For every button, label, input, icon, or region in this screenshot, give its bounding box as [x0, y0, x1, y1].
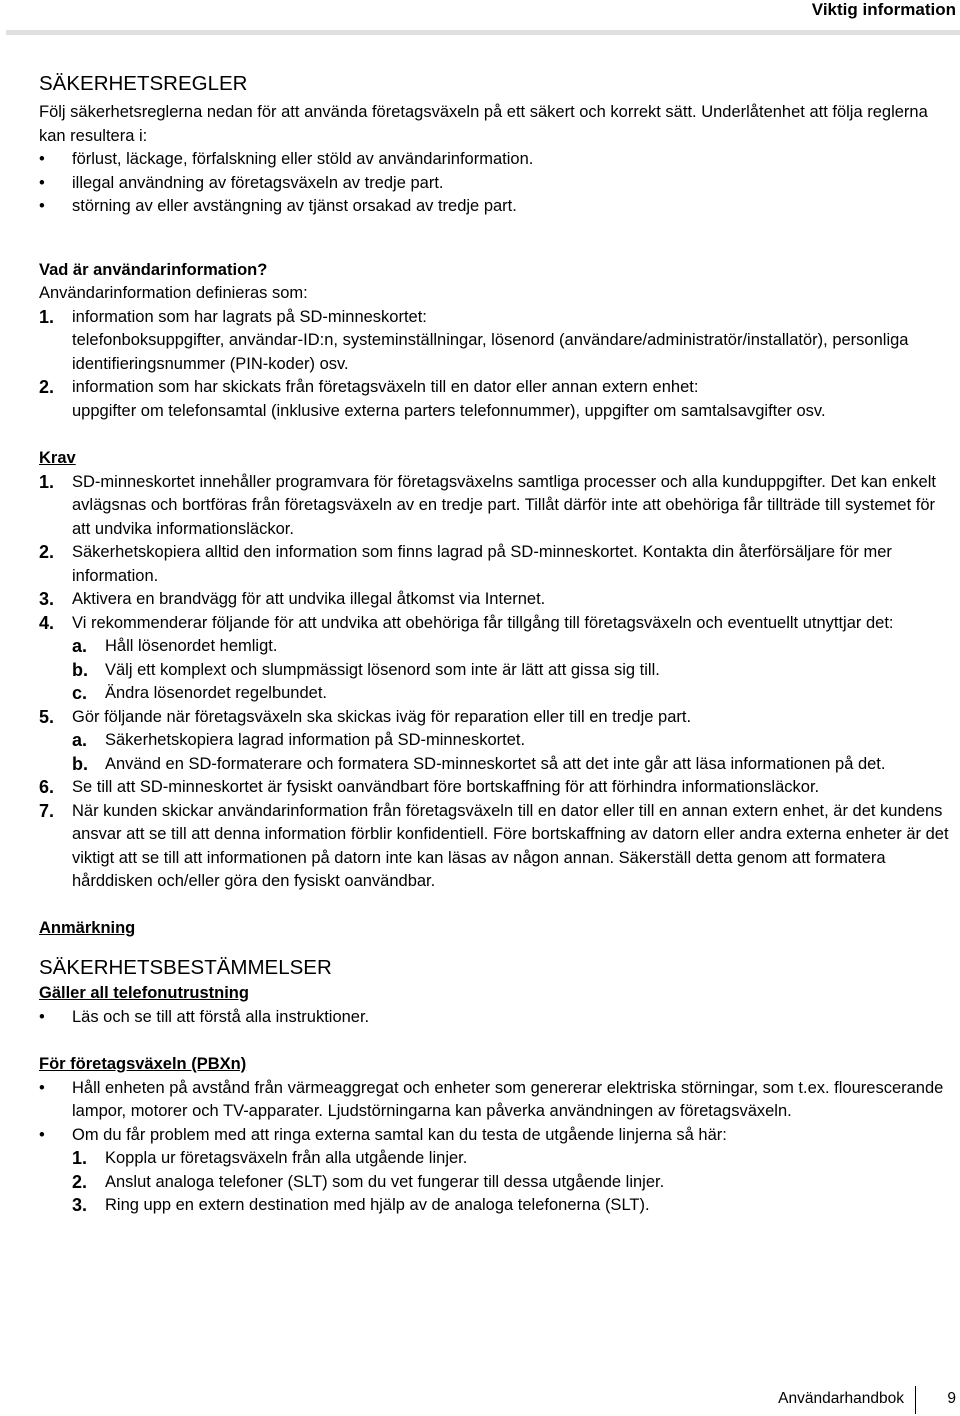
page-number: 9: [947, 1390, 956, 1407]
header-rule: [6, 30, 960, 35]
list-item: • Om du får problem med att ringa externa samtal kan du testa de utgående linjerna så här:: [39, 1124, 957, 1148]
footer-divider: [915, 1386, 916, 1414]
list-item: • förlust, läckage, förfalskning eller stöld av användarinformation.: [39, 148, 957, 172]
general-heading: Gäller all telefonutrustning: [39, 984, 249, 1002]
bullet-icon: •: [39, 197, 45, 215]
page-header: [0, 0, 960, 36]
sub-list-item: b. Välj ett komplext och slumpmässigt lösenord som inte är lätt att gissa sig till.: [72, 659, 660, 680]
section-title-safety-rules: SÄKERHETSREGLER: [39, 72, 248, 95]
list-item: • störning av eller avstängning av tjänst orsakad av tredje part.: [39, 195, 957, 219]
krav-heading: Krav: [39, 449, 76, 467]
step-item: 2. Anslut analoga telefoner (SLT) som du vet fungerar till dessa utgående linjer.: [72, 1171, 665, 1192]
page-footer: [0, 1388, 960, 1416]
list-item: 6. Se till att SD-minneskortet är fysiskt oanvändbart före bortskaffning för att förhindra informationsläckor.: [39, 777, 820, 797]
list-item: • illegal användning av företagsväxeln av tredje part.: [39, 172, 957, 196]
list-item: 7. När kunden skickar användarinformation från företagsväxeln till en dator eller till en annan extern enhet, är det kundens ansvar att se till att denna information förblir konfidentiell. Före bortskaffning av datorn eller andra externa enheter är det viktigt att se till att informationen på datorn inte kan läsas av någon annan. Säkerställ detta genom att formatera hårddisken och/eller göra den fysiskt oanvändbar.: [39, 800, 949, 890]
footer-label: Användarhandbok: [778, 1390, 904, 1407]
step-item: 1. Koppla ur företagsväxeln från alla utgående linjer.: [72, 1148, 468, 1168]
list-item: 5. Gör följande när företagsväxeln ska skickas iväg för reparation eller till en tredje part.: [39, 706, 692, 727]
sub-list-item: a. Säkerhetskopiera lagrad information på SD-minneskortet.: [72, 730, 526, 750]
list-item: 2. information som har skickats från företagsväxeln till en dator eller annan extern enhet: uppgifter om telefonsamtal (inklusive externa parters telefonnummer), uppgifter om samtalsavgifter osv.: [39, 377, 826, 420]
page-content: [39, 70, 957, 1218]
list-item: 1. SD-minneskortet innehåller programvara för företagsväxelns samtliga processer och alla kunduppgifter. Det kan enkelt avlägsnas och bortföras från företagsväxeln av en tredje part. Tillåt därför inte att obehöriga får tillträde till systemet för att undvika informationsläckor.: [39, 471, 936, 538]
list-item: 2. Säkerhetskopiera alltid den information som finns lagrad på SD-minneskortet. Kontakta din återförsäljare för mer information.: [39, 542, 892, 585]
list-item: 3. Aktivera en brandvägg för att undvika illegal åtkomst via Internet.: [39, 589, 546, 609]
step-item: 3. Ring upp en extern destination med hjälp av de analoga telefonerna (SLT).: [72, 1195, 650, 1215]
note-heading: Anmärkning: [39, 918, 136, 937]
sub-list-item: b. Använd en SD-formaterare och formatera SD-minneskortet så att det inte går att läsa informationen på det.: [72, 753, 886, 774]
userinfo-definition: Användarinformation definieras som:: [39, 284, 308, 302]
section-title-safety-provisions: SÄKERHETSBESTÄMMELSER: [39, 956, 332, 979]
userinfo-heading: Vad är användarinformation?: [39, 260, 268, 279]
list-item: • Läs och se till att förstå alla instruktioner.: [39, 1006, 957, 1030]
list-item: 1. information som har lagrats på SD-minneskortet: telefonboksuppgifter, användar-ID:n, systeminställningar, lösenord (användare/administratör/installatör), personliga identifieringsnummer (PIN-koder) osv.: [39, 306, 909, 373]
bullet-icon: •: [39, 1007, 45, 1026]
list-item: 4. Vi rekommenderar följande för att undvika att obehöriga får tillgång till företagsväxeln och eventuellt utnyttjar det:: [39, 612, 894, 633]
list-item: • Håll enheten på avstånd från värmeaggregat och enheter som genererar elektriska störningar, som t.ex. flourescerande lampor, motorer och TV-apparater. Ljudstörningarna kan påverka användningen av företagsväxeln.: [39, 1078, 944, 1120]
bullet-icon: •: [39, 150, 45, 168]
intro-paragraph: Följ säkerhetsreglerna nedan för att använda företagsväxeln på ett säkert och korrekt sätt. Underlåtenhet att följa reglerna kan resultera i:: [39, 103, 928, 145]
sub-list-item: a. Håll lösenordet hemligt.: [72, 636, 278, 656]
bullet-icon: •: [39, 1125, 45, 1144]
header-title: Viktig information: [811, 0, 956, 19]
bullet-icon: •: [39, 1078, 45, 1097]
pbx-heading: För företagsväxeln (PBXn): [39, 1055, 247, 1073]
bullet-icon: •: [39, 173, 45, 192]
sub-list-item: c. Ändra lösenordet regelbundet.: [72, 683, 327, 703]
